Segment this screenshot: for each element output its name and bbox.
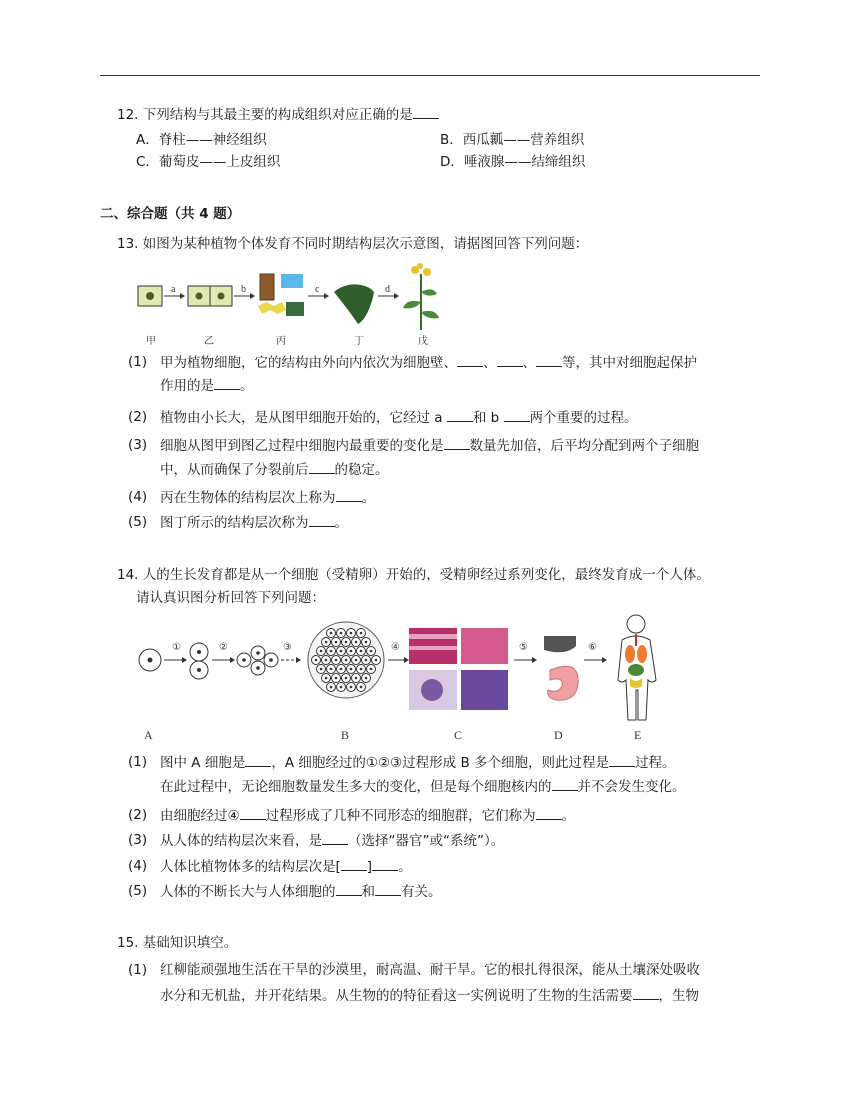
sub-number: (3) xyxy=(128,437,148,453)
stage-label: 戊 xyxy=(418,336,428,347)
q13-sub4: 丙在生物体的结构层次上称为 。 xyxy=(160,487,375,508)
sub-number: (2) xyxy=(128,807,148,823)
q12-option-d[interactable]: D．唾液腺——结缔组织 xyxy=(440,154,586,170)
human-body-icon xyxy=(618,615,656,720)
answer-blank[interactable] xyxy=(413,104,439,119)
stage-label: D xyxy=(554,728,563,742)
stage-label: C xyxy=(454,728,463,742)
stage-label: E xyxy=(634,728,642,742)
answer-blank[interactable] xyxy=(240,805,266,820)
answer-blank[interactable] xyxy=(447,407,473,422)
q13-stem: 13. 如图为某种植物个体发育不同时期结构层次示意图，请据图回答下列问题： xyxy=(117,236,589,252)
arrow-label: ⑥ xyxy=(588,642,597,653)
sub-number: (5) xyxy=(128,883,148,899)
sub-number: (1) xyxy=(128,354,148,370)
q14-sub5: 人体的不断长大与人体细胞的 和 有关。 xyxy=(160,881,442,902)
q14-stem-line1: 14. 人的生长发育都是从一个细胞（受精卵）开始的，受精卵经过系列变化，最终发育成一个人体。 xyxy=(117,567,710,583)
q12-option-a[interactable]: A．脊柱——神经组织 xyxy=(136,132,267,148)
header-rule xyxy=(100,75,760,76)
answer-blank[interactable] xyxy=(214,375,240,390)
answer-blank[interactable] xyxy=(536,352,562,367)
arrow-label: ① xyxy=(172,642,181,653)
arrow-label: ② xyxy=(219,642,228,653)
human-development-figure xyxy=(136,612,676,744)
arrow-label: d xyxy=(385,284,390,295)
sub-number: (1) xyxy=(128,962,148,978)
sub-number: (2) xyxy=(128,409,148,425)
q13-sub3-line1: 细胞从图甲到图乙过程中细胞内最重要的变化是 数量先加倍，后平均分配到两个子细胞 xyxy=(160,435,699,456)
tissue-icon xyxy=(260,274,274,300)
q14-sub4: 人体比植物体多的结构层次是[ ] 。 xyxy=(160,856,412,877)
q14-sub2: 由细胞经过④ 过程形成了几种不同形态的细胞群，它们称为 。 xyxy=(160,805,575,826)
arrow-label: c xyxy=(315,284,320,295)
answer-blank[interactable] xyxy=(457,352,483,367)
answer-blank[interactable] xyxy=(336,881,362,896)
plant-development-figure xyxy=(136,262,446,347)
sub-number: (5) xyxy=(128,514,148,530)
arrow-label: ④ xyxy=(391,642,400,653)
sub-number: (4) xyxy=(128,489,148,505)
q12-option-c[interactable]: C．葡萄皮——上皮组织 xyxy=(136,154,281,170)
section-title: 二、综合题（共 4 题） xyxy=(100,206,241,222)
arrow-label: ③ xyxy=(283,642,292,653)
stage-label: 乙 xyxy=(204,336,214,347)
answer-blank[interactable] xyxy=(609,752,635,767)
answer-blank[interactable] xyxy=(536,805,562,820)
answer-blank[interactable] xyxy=(245,752,271,767)
q13-sub3-line2: 中，从而确保了分裂前后 的稳定。 xyxy=(160,459,389,480)
arrow-label: ⑤ xyxy=(519,642,528,653)
answer-blank[interactable] xyxy=(309,459,335,474)
answer-blank[interactable] xyxy=(375,881,401,896)
answer-blank[interactable] xyxy=(444,435,470,450)
q12-stem: 12. 下列结构与其最主要的构成组织对应正确的是 xyxy=(117,104,439,125)
q14-sub1-line1: 图中 A 细胞是 ，A 细胞经过的①②③过程形成 B 多个细胞，则此过程是 过程。 xyxy=(160,752,676,773)
q14-stem-line2: 请认真识图分析回答下列问题： xyxy=(136,590,325,606)
answer-blank[interactable] xyxy=(341,856,367,871)
answer-blank[interactable] xyxy=(309,512,335,527)
q13-sub1-line1: 甲为植物细胞，它的结构由外向内依次为细胞壁、 、 、 等，其中对细胞起保护 xyxy=(160,352,697,373)
stage-label: B xyxy=(341,728,350,742)
answer-blank[interactable] xyxy=(504,407,530,422)
q15-sub1-line1: 红柳能顽强地生活在干旱的沙漠里，耐高温、耐干旱。它的根扎得很深，能从土壤深处吸收 xyxy=(160,962,700,978)
answer-blank[interactable] xyxy=(336,487,362,502)
stage-label: 甲 xyxy=(146,336,156,347)
q13-sub1-line2: 作用的是 。 xyxy=(160,375,254,396)
liver-icon xyxy=(544,636,576,652)
q13-sub2: 植物由小长大，是从图甲细胞开始的，它经过 a 和 b 两个重要的过程。 xyxy=(160,407,638,428)
answer-blank[interactable] xyxy=(552,776,578,791)
answer-blank[interactable] xyxy=(372,856,398,871)
stomach-icon xyxy=(548,666,578,700)
leaf-icon xyxy=(334,284,374,324)
answer-blank[interactable] xyxy=(633,985,659,1000)
stage-label: A xyxy=(144,728,153,742)
answer-blank[interactable] xyxy=(497,352,523,367)
q15-stem: 15. 基础知识填空。 xyxy=(117,935,238,951)
q13-sub5: 图丁所示的结构层次称为 。 xyxy=(160,512,348,533)
stage-label: 丙 xyxy=(276,336,286,347)
stage-label: 丁 xyxy=(354,336,364,347)
q15-sub1-line2: 水分和无机盐，并开花结果。从生物的的特征看这一实例说明了生物的生活需要 ，生物 xyxy=(160,985,699,1006)
answer-blank[interactable] xyxy=(322,830,348,845)
sub-number: (4) xyxy=(128,858,148,874)
arrow-label: a xyxy=(171,284,176,295)
q14-sub1-line2: 在此过程中，无论细胞数量发生多大的变化，但是每个细胞核内的 并不会发生变化。 xyxy=(160,776,686,797)
q12-option-b[interactable]: B．西瓜瓤——营养组织 xyxy=(440,132,585,148)
sub-number: (1) xyxy=(128,754,148,770)
sub-number: (3) xyxy=(128,832,148,848)
q14-sub3: 从人体的结构层次来看，是 （选择“器官”或“系统”）。 xyxy=(160,830,504,851)
arrow-label: b xyxy=(241,284,246,295)
